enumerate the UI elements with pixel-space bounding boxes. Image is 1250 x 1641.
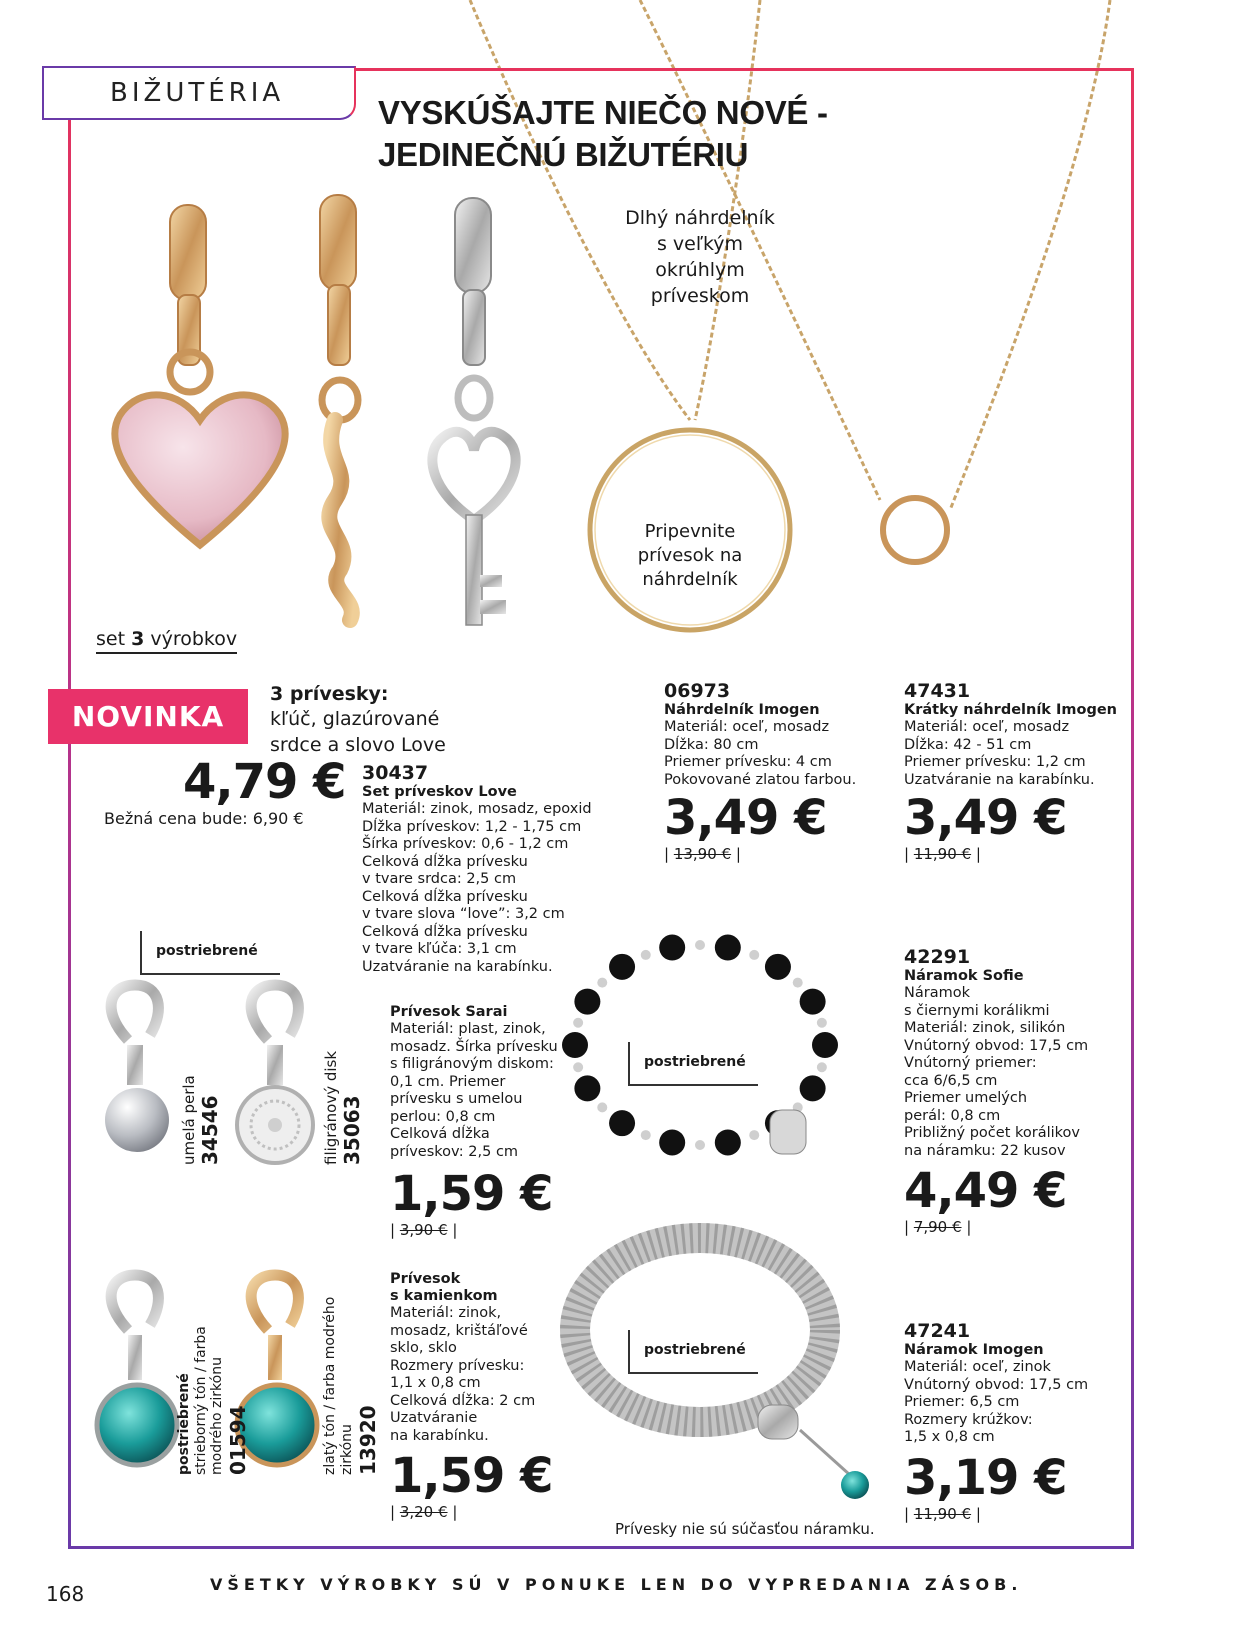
silvered-label: postriebrené: [156, 943, 258, 959]
footer-disclaimer: VŠETKY VÝROBKY SÚ V PONUKE LEN DO VYPREDANIA ZÁSOB.: [210, 1575, 1023, 1594]
long-necklace-caption: [600, 205, 800, 309]
pearl-label: umelá perla: [180, 1075, 198, 1165]
long-necklace-code: 06973: [664, 680, 731, 702]
charms-details: [362, 762, 622, 976]
short-necklace-name: Krátky náhrdelník Imogen: [904, 702, 1117, 718]
charms-regular-price: Bežná cena bude: 6,90 €: [104, 809, 304, 828]
caption-line: Pripevnite: [644, 521, 736, 542]
sarai-details: [390, 1004, 590, 1239]
stone-pendant-description: Materiál: zinok, mosadz, krištáľové sklo, sklo Rozmery prívesku: 1,1 x 0,8 cm Celková dĺžka: 2 cm Uzatváranie na karabínku.: [390, 1305, 536, 1444]
stone-pendant-name-1: Prívesok: [390, 1271, 461, 1287]
section-title: BIŽUTÉRIA: [110, 78, 285, 108]
silvered-label: postriebrené: [644, 1342, 746, 1358]
sarai-old-price: | 3,90 € |: [390, 1221, 458, 1239]
gold-zircon-label-1: zlatý tón / farba modrého: [322, 1296, 338, 1475]
short-necklace-description: Materiál: oceľ, mosadz Dĺžka: 42 - 51 cm Priemer prívesku: 1,2 cm Uzatváranie na karabínku.: [904, 719, 1095, 788]
caption-line: prívesok na: [637, 545, 743, 566]
sofie-old-price: | 7,90 € |: [904, 1218, 972, 1236]
long-necklace-old-price: | 13,90 € |: [664, 845, 741, 863]
long-necklace-price: 3,49 €: [664, 790, 827, 846]
old-price-value: 3,90 €: [399, 1221, 448, 1239]
pearl-code: 34546: [198, 1095, 222, 1165]
set-label-suffix: výrobkov: [144, 628, 238, 650]
set-label: [96, 628, 237, 654]
new-badge: NOVINKA: [48, 689, 248, 744]
ring-caption: [600, 520, 780, 592]
gold-zircon-code: 13920: [356, 1405, 380, 1475]
bracelet-note: Prívesky nie sú súčasťou náramku.: [615, 1520, 875, 1538]
old-price-value: 13,90 €: [673, 845, 732, 863]
short-necklace-code: 47431: [904, 680, 971, 702]
silver-zircon-label-1: strieborný tón / farba: [193, 1326, 209, 1475]
caption-line: náhrdelník: [642, 569, 738, 590]
long-necklace-description: Materiál: oceľ, mosadz Dĺžka: 80 cm Priemer prívesku: 4 cm Pokovované zlatou farbou.: [664, 719, 857, 788]
charms-offer: [270, 682, 446, 758]
stone-pendant-price: 1,59 €: [390, 1448, 553, 1504]
long-necklace-name: Náhrdelník Imogen: [664, 702, 820, 718]
old-price-value: 7,90 €: [913, 1218, 962, 1236]
sarai-name: Prívesok Sarai: [390, 1004, 508, 1020]
disc-code: 35063: [340, 1095, 364, 1165]
charms-title: 3 prívesky:: [270, 683, 389, 705]
charms-code: 30437: [362, 762, 429, 784]
imogen-bracelet-name: Náramok Imogen: [904, 1342, 1044, 1358]
sarai-price: 1,59 €: [390, 1166, 553, 1222]
short-necklace-price: 3,49 €: [904, 790, 1067, 846]
silvered-badge-pendants: [140, 931, 280, 975]
imogen-bracelet-old-price: | 11,90 € |: [904, 1504, 981, 1523]
headline-line-2: JEDINEČNÚ BIŽUTÉRIU: [378, 136, 749, 173]
long-necklace-details: [664, 680, 894, 863]
silver-zircon-code: 01594: [226, 1405, 250, 1475]
set-label-prefix: set: [96, 628, 132, 650]
old-price-value: 11,90 €: [913, 845, 972, 863]
sofie-price: 4,49 €: [904, 1163, 1067, 1219]
imogen-bracelet-price: 3,19 €: [904, 1449, 1067, 1506]
headline-line-1: VYSKÚŠAJTE NIEČO NOVÉ -: [378, 94, 828, 131]
gold-zircon-label-2: zirkónu: [339, 1424, 355, 1475]
set-label-count: 3: [131, 628, 145, 650]
imogen-bracelet-description: Materiál: oceľ, zinok Vnútorný obvod: 17,5 cm Priemer: 6,5 cm Rozmery krúžkov: 1,5 x 0,8 cm: [904, 1359, 1089, 1445]
stone-pendant-details: [390, 1271, 590, 1521]
caption-line: okrúhlym: [655, 259, 745, 281]
caption-line: s veľkým: [656, 233, 744, 255]
charms-subtitle-1: kľúč, glazúrované: [270, 708, 440, 730]
sofie-name: Náramok Sofie: [904, 968, 1024, 984]
silvered-badge-imogen: [628, 1330, 758, 1374]
stone-pendant-name-2: s kamienkom: [390, 1288, 498, 1304]
silvered-badge-sofie: [628, 1042, 758, 1086]
imogen-bracelet-code: 47241: [904, 1320, 971, 1342]
stone-pendant-old-price: | 3,20 € |: [390, 1503, 458, 1521]
caption-line: Dlhý náhrdelník: [625, 207, 775, 229]
imogen-bracelet-details: [904, 1320, 1134, 1523]
silver-zircon-label-2: modrého zirkónu: [209, 1357, 225, 1475]
sofie-description: Náramok s čiernymi korálikmi Materiál: zinok, silikón Vnútorný obvod: 17,5 cm Vnútorný priemer: cca 6/6,5 cm Priemer umelých perál: 0,8 cm Približný počet korálikov na náramku: 22 kusov: [904, 985, 1089, 1159]
disc-label: filigránový disk: [322, 1050, 340, 1165]
old-price-value: 11,90 €: [913, 1504, 972, 1523]
sarai-description: Materiál: plast, zinok, mosadz. Šírka prívesku s filigránovým diskom: 0,1 cm. Priemer prívesku s umelou perlou: 0,8 cm Celková dĺžka príveskov: 2,5 cm: [390, 1021, 558, 1160]
sofie-details: [904, 946, 1134, 1236]
charms-price: 4,79 €: [183, 754, 346, 810]
page-number: 168: [46, 1582, 85, 1606]
sofie-code: 42291: [904, 946, 971, 968]
short-necklace-details: [904, 680, 1134, 863]
old-price-value: 3,20 €: [399, 1503, 448, 1521]
headline: [378, 92, 828, 176]
short-necklace-old-price: | 11,90 € |: [904, 845, 981, 863]
charms-name: Set príveskov Love: [362, 784, 517, 800]
silvered-label: postriebrené: [644, 1054, 746, 1070]
charms-subtitle-2: srdce a slovo Love: [270, 734, 446, 756]
charms-description: Materiál: zinok, mosadz, epoxid Dĺžka príveskov: 1,2 - 1,75 cm Šírka príveskov: 0,6 - 1,2 cm Celková dĺžka prívesku v tvare srdca: 2,5 cm Celková dĺžka prívesku v tvare slova “love”: 3,2 cm Celková dĺžka prívesku v tvare kľúča: 3,1 cm Uzatváranie na karabínku.: [362, 801, 592, 975]
silver-zircon-label-bold: postriebrené: [176, 1373, 192, 1475]
caption-line: príveskom: [650, 285, 750, 307]
